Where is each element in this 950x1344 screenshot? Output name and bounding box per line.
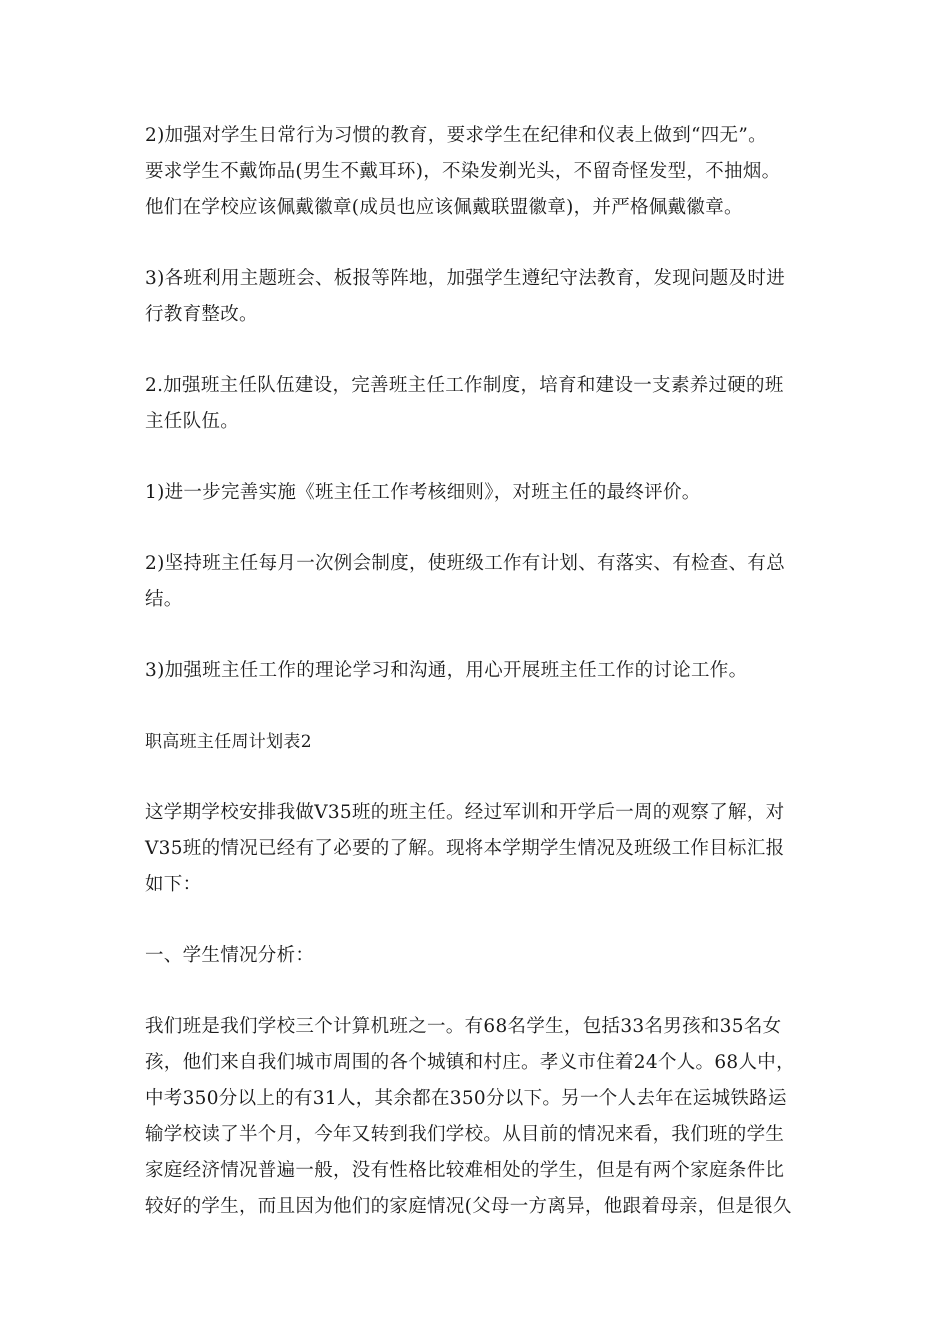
paragraph-intro-v35: 这学期学校安排我做V35班的班主任。经过军训和开学后一周的观察了解，对 V35班的情况已经有了必要的了解。现将本学期学生情况及班级工作目标汇报 如下：: [145, 802, 785, 895]
paragraph-assessment-rules: 1)进一步完善实施《班主任工作考核细则》，对班主任的最终评价。: [145, 482, 701, 503]
paragraph-class-overview: 我们班是我们学校三个计算机班之一。有68名学生，包括33名男孩和35名女 孩，他们来自我们城市周围的各个城镇和村庄。孝义市住着24个人。68人中， 中考350分以上的有31人，其余都在350分以下。另一个人去年在运城铁路运 输学校读了半个月，今年又转到我们学校。从目前的情况来看，我们班的学生 家庭经济情况普遍一般，没有性格比较难相处的学生，但是有两个家庭条件比 较好的学生，而且因为他们的家庭情况(父母一方离异，他跟着母亲，但是很久: [145, 1016, 795, 1217]
section-heading-student-analysis: 一、学生情况分析：: [145, 945, 315, 966]
paragraph-monthly-meeting: 2)坚持班主任每月一次例会制度，使班级工作有计划、有落实、有检查、有总 结。: [145, 553, 785, 610]
paragraph-theory-study: 3)加强班主任工作的理论学习和沟通，用心开展班主任工作的讨论工作。: [145, 660, 748, 681]
paragraph-behavior-education: 2)加强对学生日常行为习惯的教育，要求学生在纪律和仪表上做到“四无”。 要求学生不戴饰品(男生不戴耳环)，不染发剃光头，不留奇怪发型，不抽烟。 他们在学校应该佩戴徽章(成员也应该佩戴联盟徽章)，并严格佩戴徽章。: [145, 125, 781, 218]
document-page: [145, 118, 805, 1260]
paragraph-class-meeting: 3)各班利用主题班会、板报等阵地，加强学生遵纪守法教育，发现问题及时进 行教育整改。: [145, 268, 785, 325]
section-title-weekly-plan-2: 职高班主任周计划表2: [145, 732, 312, 752]
paragraph-teacher-team: 2.加强班主任队伍建设，完善班主任工作制度，培育和建设一支素养过硬的班 主任队伍。: [145, 375, 784, 432]
